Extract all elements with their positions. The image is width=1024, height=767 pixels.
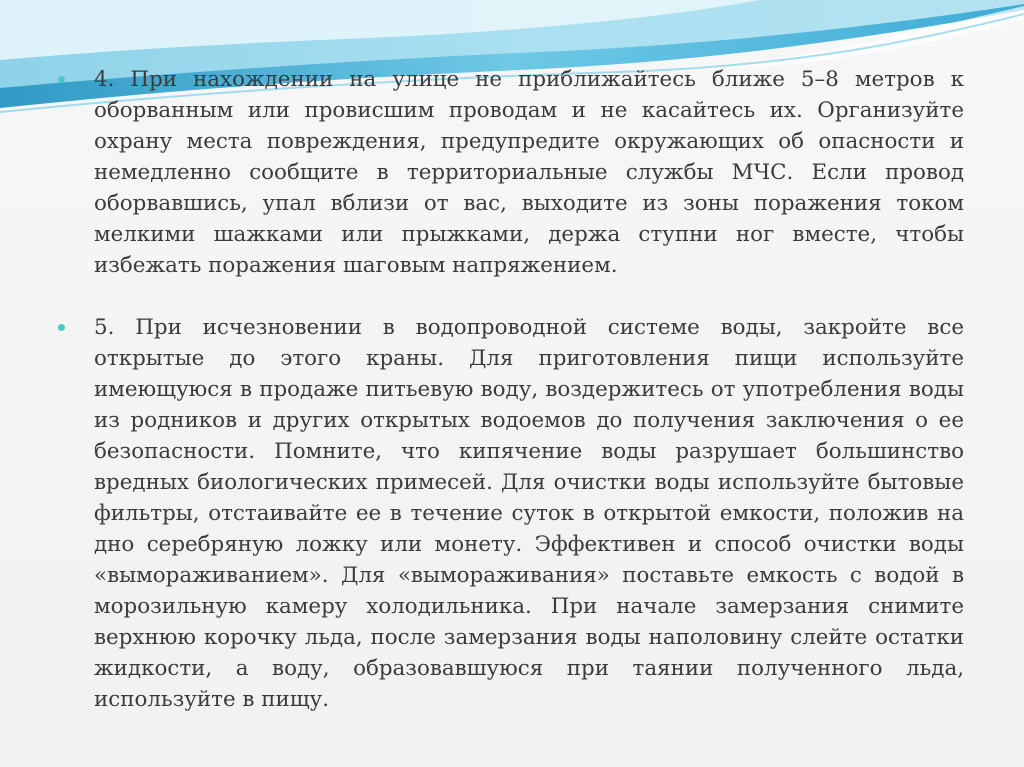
bullet-dot-icon — [58, 76, 65, 83]
bullet-item-1 — [58, 64, 964, 281]
bullet-text: 4. При нахождении на улице не приближайтесь ближе 5–8 метров к оборванным или провисшим проводам и не касайтесь их. Организуйте охрану места повреждения, предупредите окружающих об опасности и немедленно сообщите в территориальные службы МЧС. Если провод оборвавшись, упал вблизи от вас, выходите из зоны поражения током мелкими шажками или прыжками, держа ступни ног вместе, чтобы избежать поражения шаговым напряжением. — [94, 67, 964, 278]
bullet-text: 5. При исчезновении в водопроводной системе воды, закройте все открытые до этого краны. Для приготовления пищи используйте имеющуюся в продаже питьевую воду, воздержитесь от употребления воды из родников и других открытых водоемов до получения заключения о ее безопасности. Помните, что кипячение воды разрушает большинство вредных биологических примесей. Для очистки воды используйте бытовые фильтры, отстаивайте ее в течение суток в открытой емкости, положив на дно серебряную ложку или монету. Эффективен и способ очистки воды «вымораживанием». Для «вымораживания» поставьте емкость с водой в морозильную камеру холодильника. При начале замерзания снимите верхнюю корочку льда, после замерзания воды наполовину слейте остатки жидкости, а воду, образовавшуюся при таянии полученного льда, используйте в пищу. — [94, 315, 964, 712]
bullet-item-2 — [58, 312, 964, 715]
bullet-dot-icon — [58, 324, 65, 331]
content-area — [58, 64, 964, 715]
